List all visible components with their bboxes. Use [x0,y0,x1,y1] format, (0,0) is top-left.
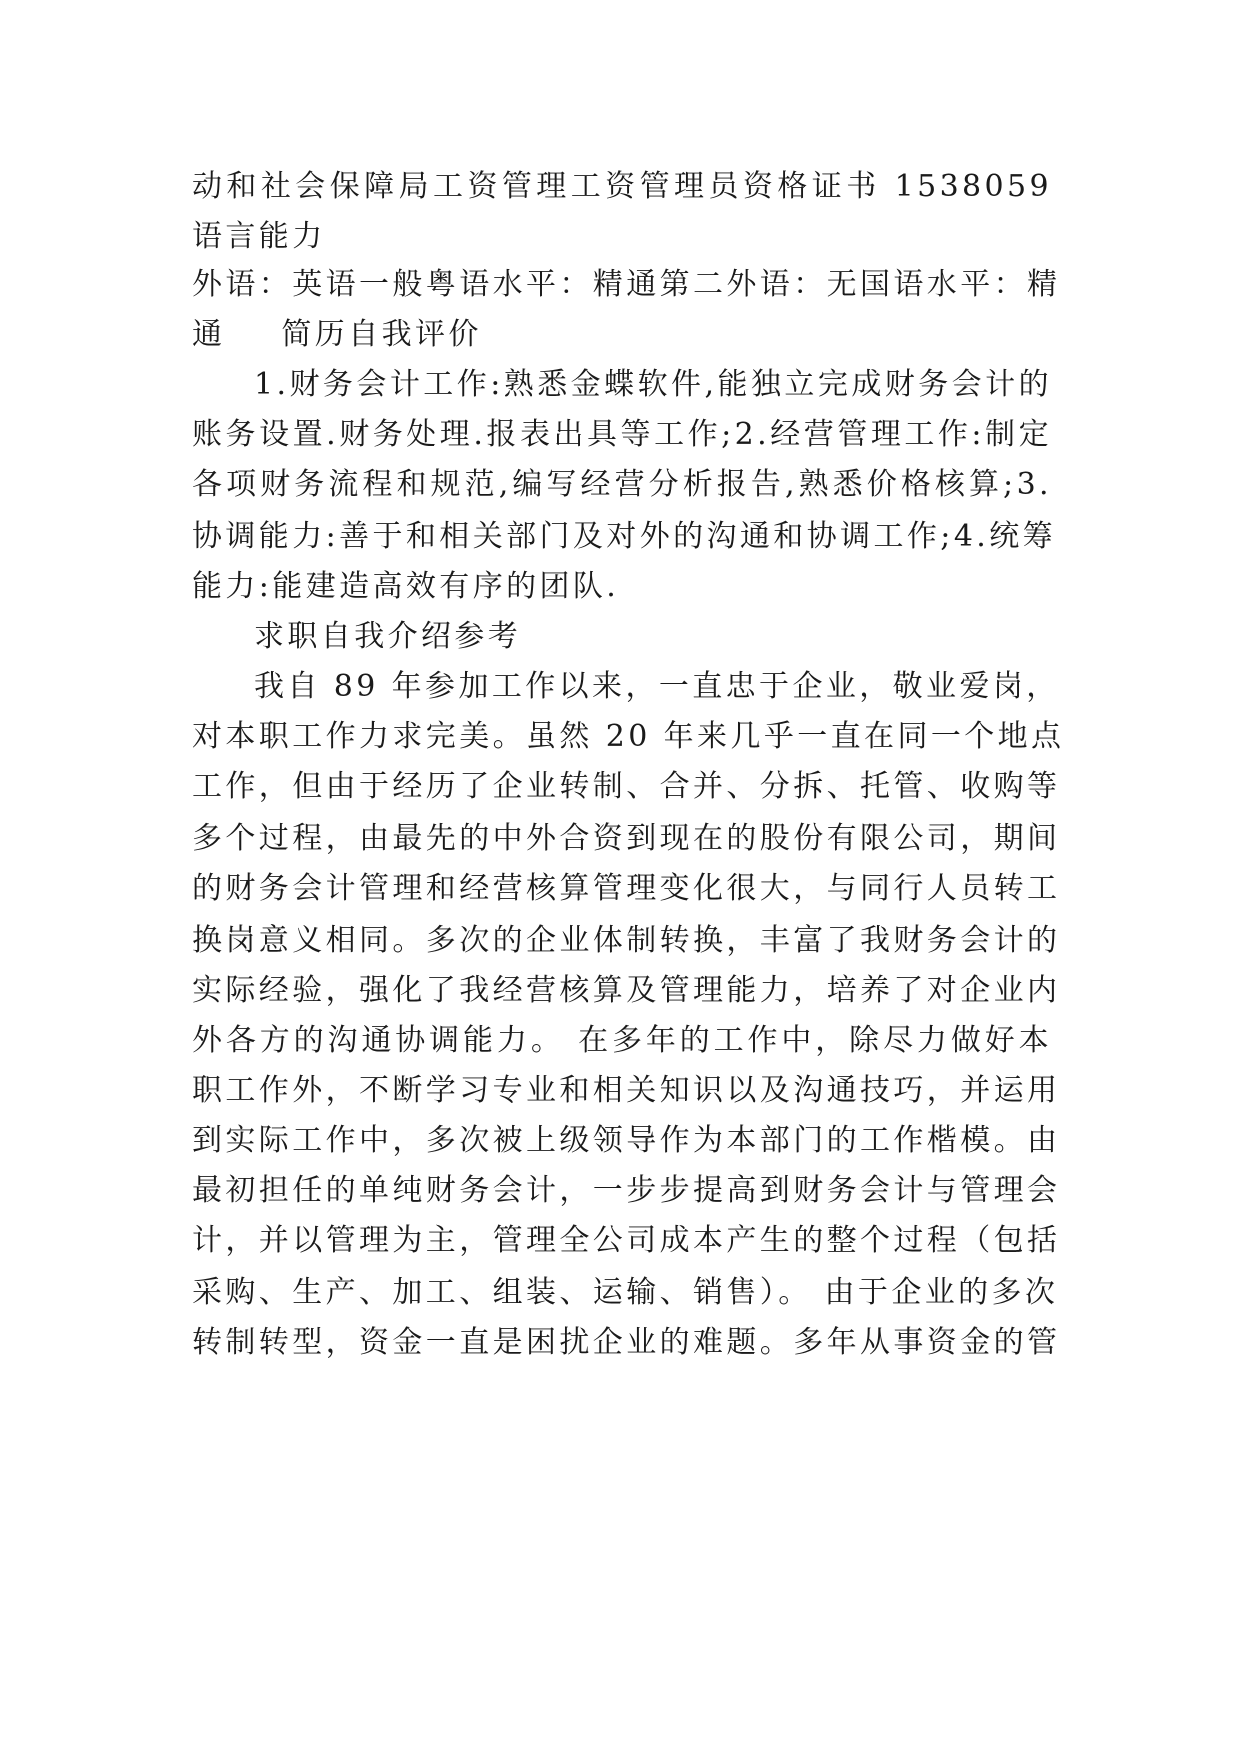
text-line: 换岗意义相同。多次的企业体制转换，丰富了我财务会计的 [192,923,1061,958]
text-line: 到实际工作中，多次被上级领导作为本部门的工作楷模。由 [192,1123,1061,1158]
text-line: 职工作外，不断学习专业和相关知识以及沟通技巧，并运用 [192,1073,1061,1108]
text-line: 能力:能建造高效有序的团队. [192,569,620,604]
text-line: 多个过程，由最先的中外合资到现在的股份有限公司，期间 [192,821,1061,856]
text-line: 转制转型，资金一直是困扰企业的难题。多年从事资金的管 [192,1325,1061,1360]
text-line: 实际经验，强化了我经营核算及管理能力，培养了对企业内 [192,973,1061,1008]
text-fragment: 通 [192,317,226,352]
paragraph-first-line: 我自 89 年参加工作以来，一直忠于企业，敬业爱岗， [254,669,1060,704]
text-line: 外各方的沟通协调能力。 在多年的工作中，除尽力做好本 [192,1023,1052,1058]
section-heading-self-evaluation: 简历自我评价 [281,317,482,352]
text-line: 协调能力:善于和相关部门及对外的沟通和协调工作;4.统筹 [192,519,1057,554]
text-line: 采购、生产、加工、组装、运输、销售）。 由于企业的多次 [192,1275,1059,1310]
text-line: 计，并以管理为主，管理全公司成本产生的整个过程（包括 [192,1223,1061,1258]
text-line: 工作，但由于经历了企业转制、合并、分拆、托管、收购等 [192,769,1061,804]
section-heading-self-introduction: 求职自我介绍参考 [254,619,522,654]
text-line [192,312,1052,358]
text-line: 最初担任的单纯财务会计，一步步提高到财务会计与管理会 [192,1173,1061,1208]
text-line: 的财务会计管理和经营核算管理变化很大，与同行人员转工 [192,871,1061,906]
text-line: 外语：英语一般粤语水平：精通第二外语：无国语水平：精 [192,267,1061,302]
text-line: 各项财务流程和规范,编写经营分析报告,熟悉价格核算;3. [192,467,1052,502]
text-line: 账务设置.财务处理.报表出具等工作;2.经营管理工作:制定 [192,417,1052,452]
text-line: 动和社会保障局工资管理工资管理员资格证书 1538059 [192,169,1052,204]
paragraph-first-line: 1.财务会计工作:熟悉金蝶软件,能独立完成财务会计的 [254,367,1052,402]
text-line: 对本职工作力求完美。虽然 20 年来几乎一直在同一个地点 [192,719,1065,754]
section-heading-language: 语言能力 [192,219,326,254]
